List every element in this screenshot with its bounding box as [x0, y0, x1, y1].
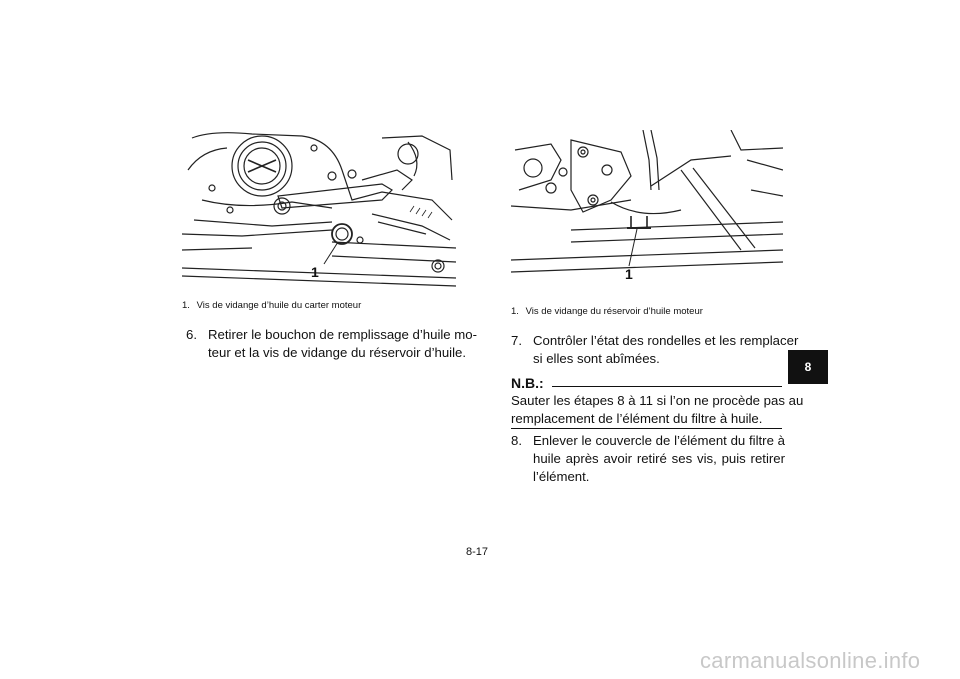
page-number: 8-17 — [466, 546, 489, 558]
note-title-rule — [552, 386, 782, 387]
step-text-line-1: Contrôler l’état des rondelles et les remplacer — [533, 333, 799, 348]
caption-text: Vis de vidange d’huile du carter moteur — [196, 300, 362, 311]
watermark-text: carmanualsonline.info — [700, 648, 921, 673]
left-figure-caption — [182, 300, 361, 311]
note-bottom-rule — [511, 428, 782, 429]
left-figure-callout: 1 — [311, 264, 319, 280]
step-text-line-2: huile après avoir retiré ses vis, puis retirer — [533, 451, 785, 466]
step-text-line-2: teur et la vis de vidange du réservoir d’huile. — [208, 345, 467, 360]
note-body — [511, 392, 804, 430]
step-text-line-1: Retirer le bouchon de remplissage d’huile mo- — [208, 327, 478, 342]
engine-crankcase-drawing — [182, 130, 456, 288]
right-figure-callout: 1 — [625, 266, 633, 282]
note-title: N.B.: — [511, 375, 544, 391]
caption-number: 1. — [511, 306, 519, 317]
note-line-1: Sauter les étapes 8 à 11 si l’on ne procède pas au — [511, 393, 804, 408]
step-8 — [511, 432, 785, 488]
step-6 — [186, 326, 478, 366]
step-number: 6. — [186, 327, 197, 342]
caption-text: Vis de vidange du réservoir d’huile moteur — [525, 306, 703, 317]
step-number: 8. — [511, 433, 522, 448]
step-number: 7. — [511, 333, 522, 348]
step-7 — [511, 332, 799, 372]
oil-tank-drawing — [511, 130, 783, 290]
step-text-line-3: l’élément. — [533, 469, 590, 484]
note-line-2: remplacement de l’élément du filtre à huile. — [511, 411, 763, 426]
right-figure-caption — [511, 306, 703, 317]
step-text-line-2: si elles sont abîmées. — [533, 351, 660, 366]
chapter-tab: 8 — [788, 350, 828, 384]
left-engine-illustration — [182, 130, 456, 288]
caption-number: 1. — [182, 300, 190, 311]
right-engine-illustration — [511, 130, 783, 290]
step-text-line-1: Enlever le couvercle de l’élément du filtre à — [533, 433, 785, 448]
